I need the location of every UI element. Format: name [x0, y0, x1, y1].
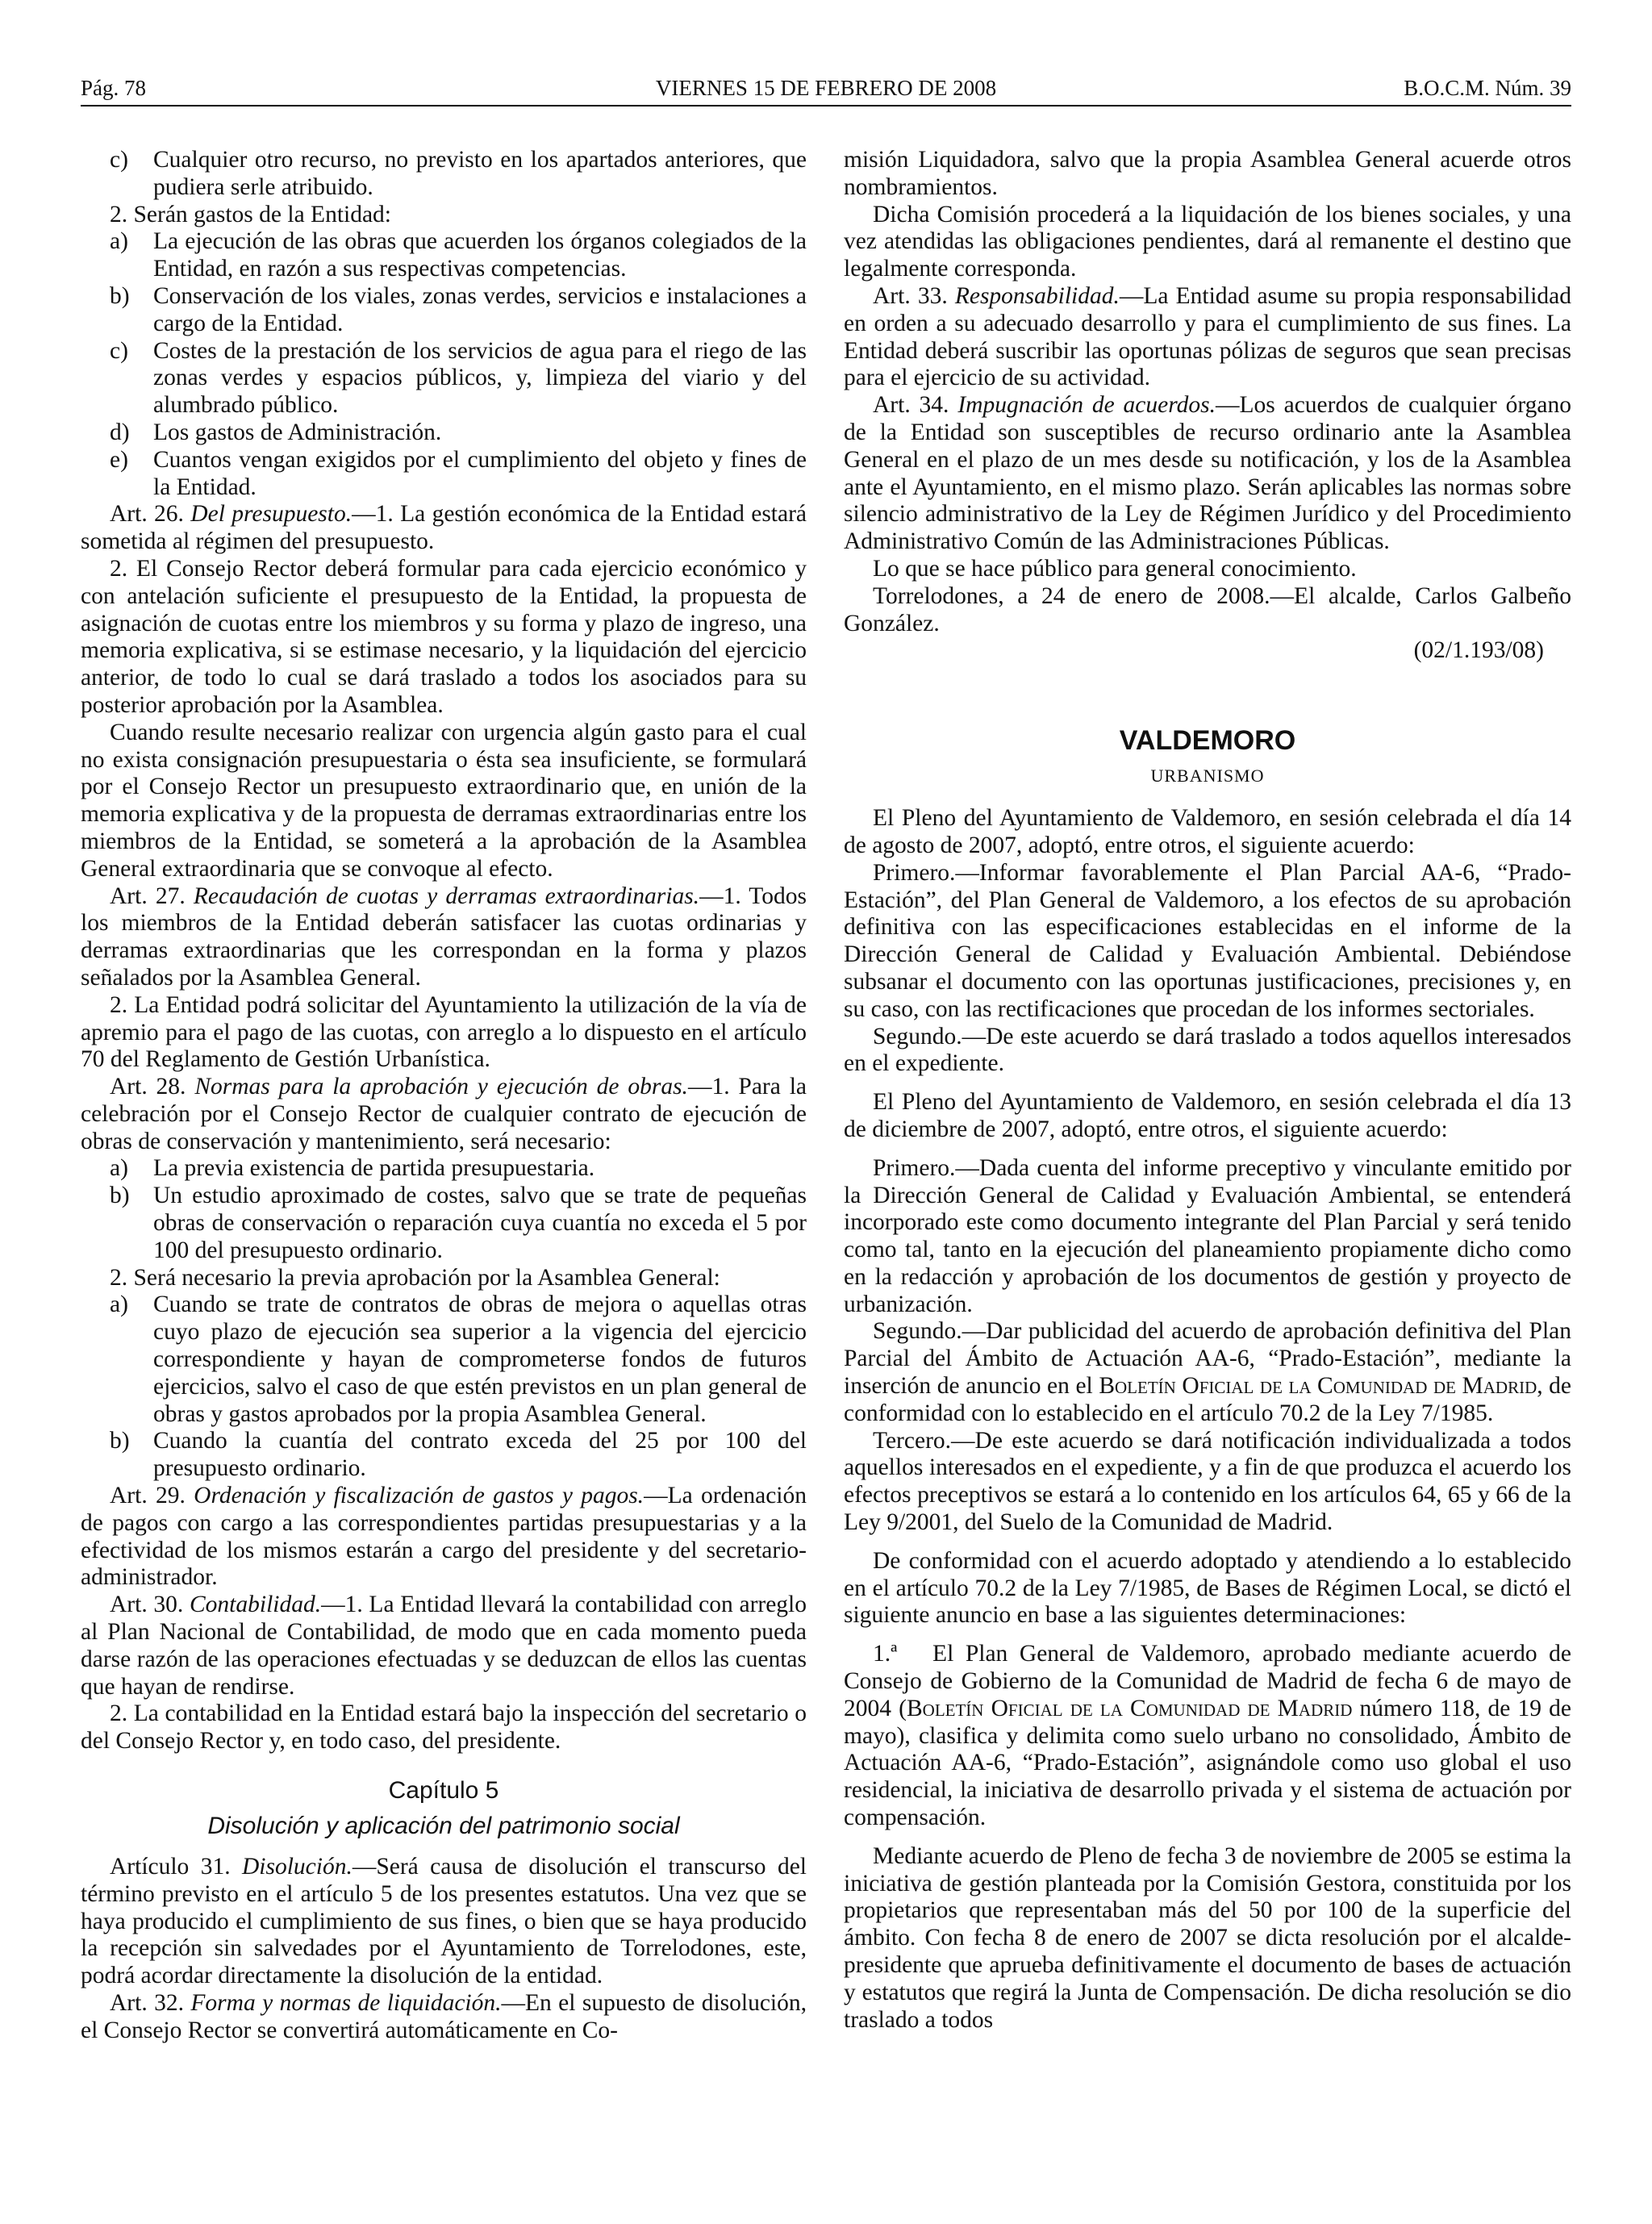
paragraph: Primero.—Dada cuenta del informe preceptivo y vinculante emitido por la Dirección General de Calidad y Evaluación Ambiental, se entenderá incorporado este como documento integrante del Plan Parcial y será tenido como tal, tanto en la ejecución del planeamiento propiamente dicho como en la redacción y aprobación de los documentos de gestión y proyecto de urbanización.: [844, 1154, 1571, 1317]
list-text: Cuantos vengan exigidos por el cumplimiento del objeto y fines de la Entidad.: [153, 446, 807, 500]
article-title: Recaudación de cuotas y derramas extraordinarias.: [193, 883, 700, 909]
paragraph: De conformidad con el acuerdo adoptado y atendiendo a lo establecido en el artículo 70.2 de la Ley 7/1985, de Bases de Régimen Local, se dictó el siguiente anuncio en base a las siguientes determinaciones:: [844, 1547, 1571, 1629]
header-rule: [81, 105, 1571, 106]
bulletin-number: B.O.C.M. Núm. 39: [1404, 76, 1571, 100]
article-32: [81, 1990, 807, 2045]
article-text: —1. La Entidad llevará la contabilidad con arreglo al Plan Nacional de Contabilidad, de modo que en cada momento pueda darse razón de las operaciones efectuadas y se deduzcan de ellos las cuentas que hayan de rendirse.: [81, 1592, 807, 1700]
page-header: [81, 76, 1571, 108]
list-text: Costes de la prestación de los servicios de agua para el riego de las zonas verdes y espacios públicos, y, limpieza del viario y del alumbrado público.: [153, 337, 807, 419]
reference-number: (02/1.193/08): [1413, 637, 1544, 664]
article-number: Art. 26.: [110, 501, 184, 528]
article-30: [81, 1592, 807, 1700]
paragraph: Primero.—Informar favorablemente el Plan Parcial AA-6, “Prado-Estación”, del Plan General de Valdemoro, a los efectos de su aprobación definitiva con las especificaciones establecidas en el informe de la Dirección General de Calidad y Evaluación Ambiental. Debiéndose subsanar el documento con las oportunas justificaciones, precisiones y, en su caso, con las rectificaciones que procedan de los informes sectoriales.: [844, 859, 1571, 1022]
paragraph: El Pleno del Ayuntamiento de Valdemoro, en sesión celebrada el día 13 de diciembre de 2007, adoptó, entre otros, el siguiente acuerdo:: [844, 1089, 1571, 1142]
list-item: [81, 147, 807, 202]
article-number: Art. 27.: [110, 883, 186, 909]
issue-date: VIERNES 15 DE FEBRERO DE 2008: [655, 76, 997, 100]
list-marker: b): [110, 1428, 130, 1454]
list-item: [81, 1183, 807, 1264]
article-number: Art. 33.: [873, 282, 948, 309]
list-text: Los gastos de Administración.: [153, 419, 442, 445]
list-marker: c): [110, 337, 128, 364]
text-run: , de conformidad con lo establecido en el artículo 70.2 de la Ley 7/1985.: [844, 1373, 1572, 1426]
article-title: Normas para la aprobación y ejecución de obras.: [194, 1074, 688, 1100]
article-number: Art. 32.: [110, 1990, 184, 2016]
list-item: [81, 228, 807, 283]
chapter-subtitle: Disolución y aplicación del patrimonio social: [207, 1813, 680, 1840]
paragraph: 2. La contabilidad en la Entidad estará bajo la inspección del secretario o del Consejo Rector y, en todo caso, del presidente.: [81, 1700, 807, 1755]
list-item: [81, 419, 807, 447]
list-marker: b): [110, 282, 130, 309]
article-title: Disolución.: [242, 1854, 353, 1880]
article-text: —En el supuesto de disolución, el Consejo Rector se convertirá automáticamente en Co-: [81, 1990, 807, 2043]
paragraph: 2. Serán gastos de la Entidad:: [110, 201, 392, 227]
article-text: —La Entidad asume su propia responsabilidad en orden a su adecuado desarrollo y para el cumplimiento de sus fines. La Entidad deberá suscribir las oportunas pólizas de seguros que sean precisas para el ejercicio de su actividad.: [844, 282, 1572, 391]
list-item: [81, 1428, 807, 1483]
list-text: Conservación de los viales, zonas verdes, servicios e instalaciones a cargo de la Entidad.: [153, 282, 807, 336]
paragraph: Tercero.—De este acuerdo se dará notificación individualizada a todos aquellos interesados en el expediente, y a fin de que produzca el acuerdo los efectos preceptivos se estará a lo contenido en los artículos 64, 65 y 66 de la Ley 9/2001, del Suelo de la Comunidad de Madrid.: [844, 1427, 1571, 1536]
article-26: [81, 501, 807, 556]
list-item: [81, 338, 807, 419]
ordinal: 1.ª: [873, 1641, 898, 1667]
list-text: Cuando se trate de contratos de obras de mejora o aquellas otras cuyo plazo de ejecución sea superior a la vigencia del ejercicio correspondiente y hayan de comprometerse fondos de futuros ejercicios, salvo el caso de que estén previstos en un plan general de obras y gastos aprobados por la propia Asamblea General.: [153, 1291, 807, 1427]
bulletin-name: Boletín Oficial de la Comunidad de Madrid: [906, 1695, 1353, 1721]
article-text: —1. La gestión económica de la Entidad estará sometida al régimen del presupuesto.: [81, 501, 807, 555]
article-27: [81, 883, 807, 992]
article-34: [844, 392, 1571, 556]
article-text: —1. Todos los miembros de la Entidad deberán satisfacer las cuotas ordinarias y derramas extraordinarias que les correspondan en la forma y plazos señalados por la Asamblea General.: [81, 883, 807, 991]
list-marker: e): [110, 446, 128, 473]
paragraph: Mediante acuerdo de Pleno de fecha 3 de noviembre de 2005 se estima la iniciativa de gestión planteada por la Comisión Gestora, constituida por los propietarios que representaban más del 50 por 100 de la superficie del ámbito. Con fecha 8 de enero de 2007 se dicta resolución por el alcalde-presidente que aprueba definitivamente el documento de bases de actuación y estatutos que regirá la Junta de Compensación. De dicha resolución se dio traslado a todos: [844, 1842, 1571, 2033]
list-item: [81, 1155, 807, 1183]
paragraph: Dicha Comisión procederá a la liquidación de los bienes sociales, y una vez atendidas las obligaciones pendientes, dará al remanente el destino que legalmente corresponda.: [844, 201, 1571, 282]
article-text: —1. Para la celebración por el Consejo Rector de cualquier contrato de ejecución de obras de conservación y mantenimiento, será necesario:: [81, 1074, 807, 1154]
list-marker: a): [110, 228, 128, 255]
paragraph: misión Liquidadora, salvo que la propia Asamblea General acuerde otros nombramientos.: [844, 147, 1571, 200]
article-text: —La ordenación de pagos con cargo a las correspondientes partidas presupuestarias y a la efectividad de los mismos estarán a cargo del presidente y del secretario-administrador.: [81, 1483, 807, 1591]
paragraph: Cuando resulte necesario realizar con urgencia algún gasto para el cual no exista consignación presupuestaria o ésta sea insuficiente, se formulará por el Consejo Rector un presupuesto extraordinario que, en unión de la memoria explicativa y de la propuesta de derramas extraordinarias entre los miembros de la Entidad, se someterá a la aprobación de la Asamblea General extraordinaria que se convoque al efecto.: [81, 719, 807, 882]
list-item: [81, 283, 807, 338]
article-number: Art. 29.: [110, 1483, 186, 1509]
article-number: Art. 34.: [873, 392, 949, 419]
left-column: [81, 147, 807, 2045]
article-title: Ordenación y fiscalización de gastos y pagos.: [194, 1483, 645, 1509]
article-text: —Será causa de disolución el transcurso del término previsto en el artículo 5 de los presentes estatutos. Una vez que se haya producido el cumplimiento de sus fines, o bien que se haya producido la recepción sin salvedades por el Ayuntamiento de Torrelodones, este, podrá acordar directamente la disolución de la entidad.: [81, 1854, 807, 1989]
list-marker: b): [110, 1183, 130, 1209]
right-column: [844, 147, 1571, 2034]
page-number: Pág. 78: [81, 76, 146, 100]
paragraph: El Pleno del Ayuntamiento de Valdemoro, en sesión celebrada el día 14 de agosto de 2007, adoptó, entre otros, el siguiente acuerdo:: [844, 805, 1571, 858]
article-number: Artículo 31.: [110, 1854, 231, 1880]
list-text: Un estudio aproximado de costes, salvo que se trate de pequeñas obras de conservación o reparación cuya cuantía no exceda el 5 por 100 del presupuesto ordinario.: [153, 1183, 807, 1263]
list-text: La previa existencia de partida presupuestaria.: [153, 1155, 595, 1182]
article-title: Responsabilidad.: [954, 282, 1120, 309]
paragraph: Lo que se hace público para general conocimiento.: [873, 555, 1357, 582]
article-33: [844, 283, 1571, 392]
article-number: Art. 30.: [110, 1592, 184, 1618]
section-subtitle: URBANISMO: [1150, 766, 1265, 787]
signature-line: Torrelodones, a 24 de enero de 2008.—El alcalde, Carlos Galbeño González.: [844, 582, 1571, 636]
article-text: —Los acuerdos de cualquier órgano de la Entidad son susceptibles de recurso ordinario ante la Asamblea General en el plazo de un mes desde su notificación, y los de la Asamblea ante el Ayuntamiento, en el mismo plazo. Serán aplicables las normas sobre silencio administrativo de la Ley de Régimen Jurídico y del Procedimiento Administrativo Común de las Administraciones Públicas.: [844, 392, 1571, 555]
paragraph: Segundo.—De este acuerdo se dará traslado a todos aquellos interesados en el expediente.: [844, 1023, 1571, 1077]
list-item: [81, 447, 807, 502]
paragraph: 2. Será necesario la previa aprobación por la Asamblea General:: [110, 1264, 720, 1291]
article-title: Forma y normas de liquidación.: [190, 1990, 502, 2016]
text-run: Segundo.—Dar publicidad del acuerdo de aprobación definitiva del Plan Parcial del Ámbito de Actuación AA-6, “Prado-Estación”, mediante la inserción de anuncio en el: [844, 1318, 1571, 1400]
article-29: [81, 1483, 807, 1592]
paragraph: 2. La Entidad podrá solicitar del Ayuntamiento la utilización de la vía de apremio para el pago de las cuotas, con arreglo a lo dispuesto en el artículo 70 del Reglamento de Gestión Urbanística.: [81, 991, 807, 1073]
list-marker: a): [110, 1291, 128, 1318]
list-marker: d): [110, 419, 130, 445]
list-text: La ejecución de las obras que acuerden los órganos colegiados de la Entidad, en razón a sus respectivas competencias.: [153, 228, 807, 282]
text-run: El Plan General de Valdemoro, aprobado mediante acuerdo de Consejo de Gobierno de la Comunidad de Madrid de fecha 6 de mayo de 2004 (: [844, 1641, 1572, 1721]
article-title: Del presupuesto.: [190, 501, 353, 528]
bulletin-name: Boletín Oficial de la Comunidad de Madrid: [1099, 1373, 1537, 1400]
paragraph: 2. El Consejo Rector deberá formular para cada ejercicio económico y con antelación suficiente el presupuesto de la Entidad, la propuesta de asignación de cuotas entre los miembros y su forma y plazo de ingreso, una memoria explicativa, si se estimase necesario, y la liquidación del ejercicio anterior, de todo lo cual se dará traslado a todos los asociados para su posterior aprobación por la Asamblea.: [81, 555, 807, 718]
article-number: Art. 28.: [110, 1074, 186, 1100]
section-title: VALDEMORO: [1119, 725, 1296, 757]
article-title: Impugnación de acuerdos.: [957, 392, 1216, 419]
list-text: Cuando la cuantía del contrato exceda del 25 por 100 del presupuesto ordinario.: [153, 1428, 807, 1482]
list-item: [81, 1291, 807, 1428]
list-marker: a): [110, 1155, 128, 1182]
text-run: número 118, de 19 de mayo), clasifica y delimita como suelo urbano no consolidado, Ámbito de Actuación AA-6, “Prado-Estación”, asignándole como uso global el uso residencial, la iniciativa de desarrollo privada y el sistema de actuación por compensación.: [844, 1695, 1571, 1831]
article-28: [81, 1074, 807, 1155]
paragraph: [844, 1641, 1571, 1832]
chapter-heading: Capítulo 5: [388, 1777, 499, 1805]
list-marker: c): [110, 147, 128, 173]
paragraph: [844, 1318, 1571, 1427]
article-title: Contabilidad.: [190, 1592, 322, 1618]
article-31: [81, 1854, 807, 1990]
list-text: Cualquier otro recurso, no previsto en los apartados anteriores, que pudiera serle atribuido.: [153, 147, 807, 200]
